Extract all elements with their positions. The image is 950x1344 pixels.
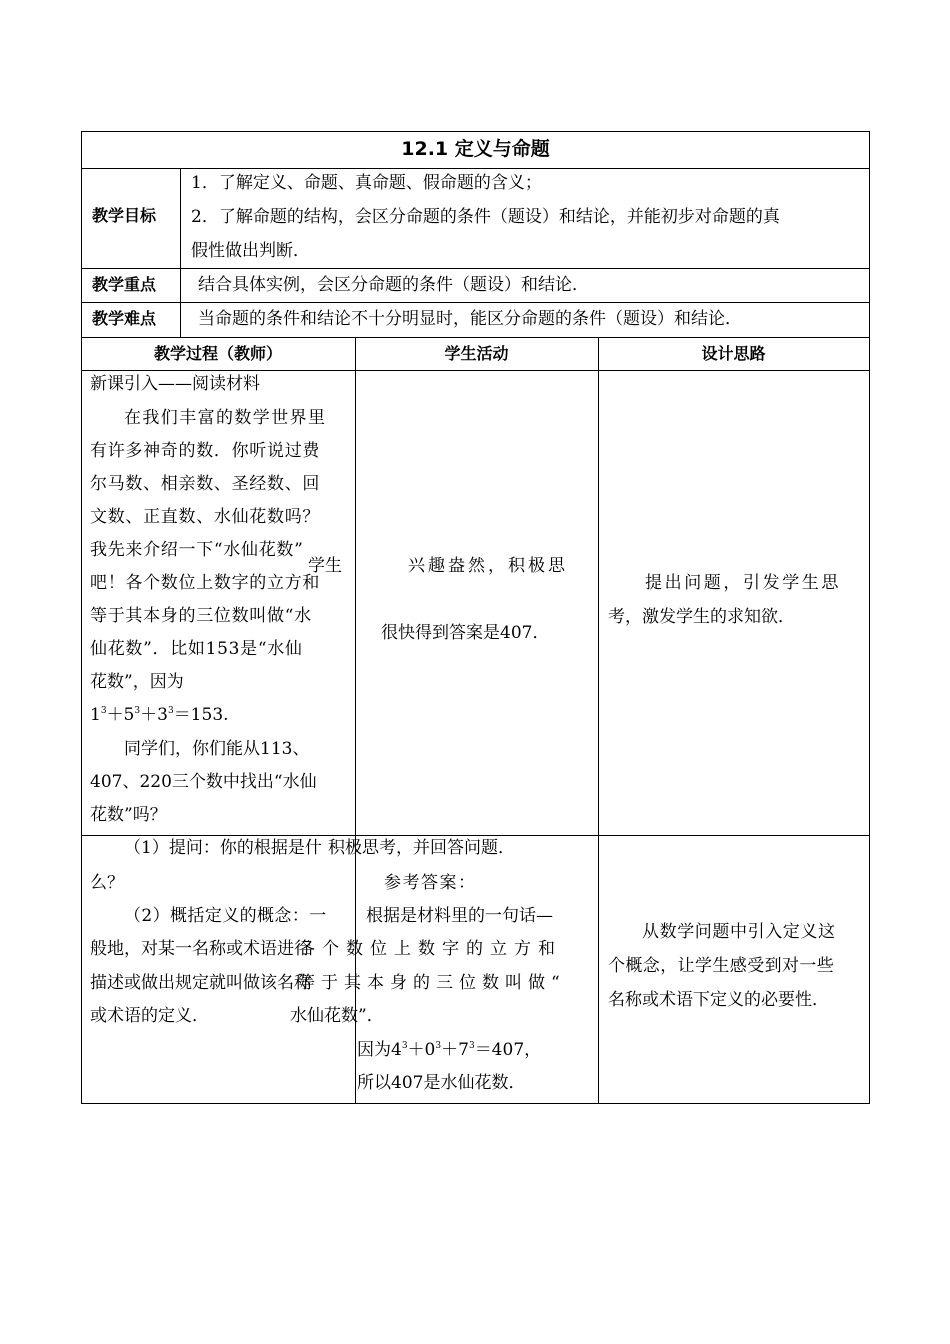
student-activity-line: 兴趣盎然，积极思 xyxy=(408,556,568,576)
definition-line: 般地，对某一名称或术语进行 xyxy=(90,939,311,959)
reading-line: 有许多神奇的数．你听说过费 xyxy=(90,441,321,461)
formula-term: ＋7 xyxy=(441,1040,469,1060)
difficulty-text: 当命题的条件和结论不十分明显时，能区分命题的条件（题设）和结论． xyxy=(198,309,742,329)
definition-line: 描述或做出规定就叫做该名称 xyxy=(90,973,311,993)
design-line: 提出问题，引发学生思 xyxy=(645,573,841,593)
design-line: 考，激发学生的求知欲． xyxy=(608,607,795,627)
key-point-text: 结合具体实例，会区分命题的条件（题设）和结论． xyxy=(198,275,589,295)
formula-term: ＋5 xyxy=(106,705,135,725)
formula-term: ＝407， xyxy=(474,1040,542,1060)
formula-407 xyxy=(357,1033,541,1067)
objective-line: 假性做出判断． xyxy=(191,241,310,261)
table-border-bottom xyxy=(81,1103,870,1104)
design-line: 个概念，让学生感受到对一些 xyxy=(608,956,835,976)
key-point-label: 教学重点 xyxy=(92,275,157,294)
objective-line: 1．了解定义、命题、真命题、假命题的含义； xyxy=(191,173,542,193)
formula-term: 1 xyxy=(90,705,101,725)
student-answer-line: 所以407是水仙花数． xyxy=(357,1073,526,1093)
table-border-right xyxy=(869,131,870,1104)
student-answer-line: 积极思考，并回答问题． xyxy=(328,838,515,858)
definition-line: （2）概括定义的概念：一 xyxy=(124,906,327,926)
formula-153 xyxy=(90,698,229,732)
reading-line: 花数”吗？ xyxy=(90,805,167,825)
table-rule xyxy=(180,168,181,268)
formula-term: ＋0 xyxy=(407,1040,436,1060)
formula-term: ＝153. xyxy=(173,705,229,725)
reading-line: 等于其本身的三位数叫做“水 xyxy=(90,606,312,626)
student-answer-line: 各个数位上数字的立方和 xyxy=(298,939,562,959)
reading-line: 在我们丰富的数学世界里 xyxy=(124,408,327,428)
reading-line: 仙花数”．比如153是“水仙 xyxy=(90,639,303,659)
formula-term: 因为4 xyxy=(357,1040,402,1060)
question-line: 么？ xyxy=(90,873,124,893)
student-activity-line: 学生 xyxy=(308,556,342,576)
table-border-left xyxy=(81,131,82,1104)
exponent: 3 xyxy=(468,1041,475,1051)
reading-line: 花数”，因为 xyxy=(90,672,184,692)
student-activity-line: 很快得到答案是407． xyxy=(381,623,550,643)
design-line: 名称或术语下定义的必要性． xyxy=(608,990,829,1010)
reading-line: 407、220三个数中找出“水仙 xyxy=(90,772,317,792)
table-rule xyxy=(598,337,599,1104)
reading-line: 我先来介绍一下“水仙花数” xyxy=(90,540,304,560)
exponent: 3 xyxy=(134,706,141,716)
student-answer-line: 水仙花数”． xyxy=(290,1006,384,1026)
intro-heading: 新课引入——阅读材料 xyxy=(90,374,260,394)
reading-line: 同学们，你们能从113、 xyxy=(124,739,310,759)
exponent: 3 xyxy=(167,706,174,716)
difficulty-label: 教学难点 xyxy=(92,309,157,328)
reading-line: 吧！各个数位上数字的立方和 xyxy=(90,573,321,593)
student-answer-line: 根据是材料里的一句话— xyxy=(366,906,553,926)
student-answer-line: 参考答案： xyxy=(384,873,477,893)
question-line: （1）提问：你的根据是什 xyxy=(124,838,322,858)
exponent: 3 xyxy=(435,1041,442,1051)
objectives-label: 教学目标 xyxy=(92,206,157,225)
column-header-process: 教学过程（教师） xyxy=(153,344,282,363)
column-header-design: 设计思路 xyxy=(701,344,766,363)
page-title: 12.1 定义与命题 xyxy=(401,138,550,160)
formula-term: ＋3 xyxy=(140,705,168,725)
design-line: 从数学问题中引入定义这 xyxy=(642,922,836,942)
reading-line: 尔马数、相亲数、圣经数、回 xyxy=(90,474,321,494)
exponent: 3 xyxy=(401,1041,408,1051)
table-rule xyxy=(180,268,181,337)
column-header-activity: 学生活动 xyxy=(444,344,509,363)
reading-line: 文数、正直数、水仙花数吗？ xyxy=(90,507,321,527)
student-answer-line: 等于其本身的三位数叫做“ xyxy=(298,973,566,993)
objective-line: 2．了解命题的结构，会区分命题的条件（题设）和结论，并能初步对命题的真 xyxy=(191,207,780,227)
definition-line: 或术语的定义． xyxy=(90,1006,209,1026)
exponent: 3 xyxy=(100,706,107,716)
